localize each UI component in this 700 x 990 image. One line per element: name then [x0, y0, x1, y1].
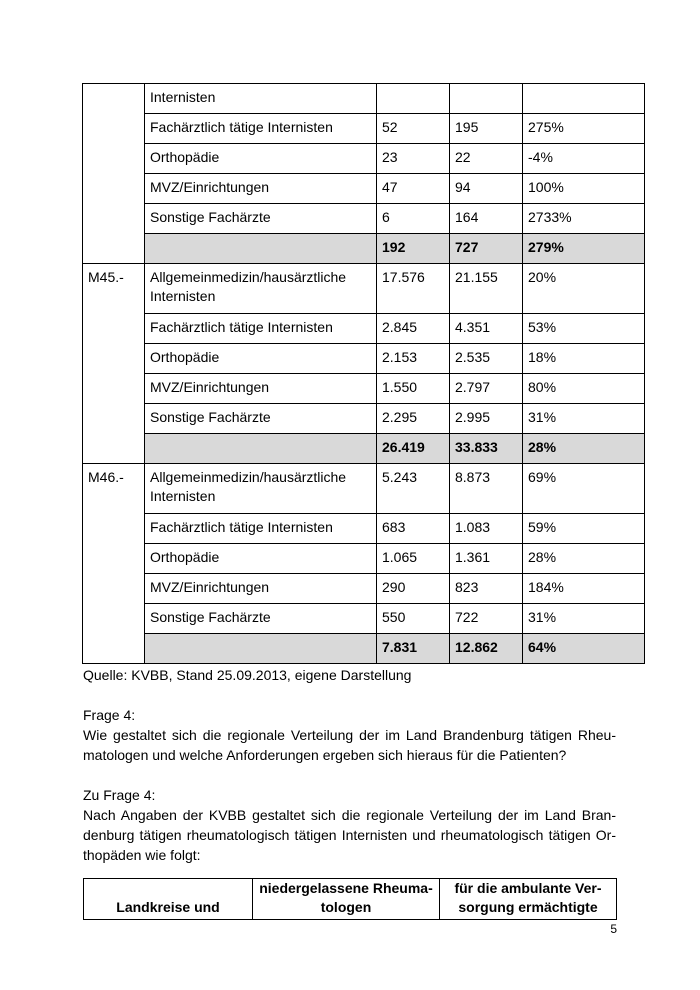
category-cell: Fachärztlich tätige Internisten [145, 314, 377, 344]
category-cell [145, 234, 377, 264]
change-percent-cell: 275% [523, 114, 645, 144]
table-row [83, 344, 645, 374]
value-2008-cell: 2.845 [377, 314, 450, 344]
value-2012-cell: 722 [450, 604, 523, 634]
table-row [83, 574, 645, 604]
question-4-label: Frage 4: [83, 707, 136, 723]
answer-4-label: Zu Frage 4: [83, 787, 156, 803]
table-row [83, 604, 645, 634]
change-percent-cell: 28% [523, 544, 645, 574]
category-cell: Internisten [145, 84, 377, 114]
change-percent-cell: 69% [523, 464, 645, 514]
change-percent-cell: 18% [523, 344, 645, 374]
value-2012-cell: 2.797 [450, 374, 523, 404]
value-2008-cell: 47 [377, 174, 450, 204]
page-number: 5 [610, 922, 617, 936]
table-row [83, 264, 645, 314]
header-niedergelassene: niedergelassene Rheuma-tologen [253, 879, 440, 920]
change-percent-cell [523, 84, 645, 114]
value-2012-cell: 1.083 [450, 514, 523, 544]
change-percent-cell: 20% [523, 264, 645, 314]
value-2008-cell: 7.831 [377, 634, 450, 664]
region-cell: M45.- [83, 264, 145, 464]
value-2008-cell: 1.065 [377, 544, 450, 574]
value-2008-cell: 6 [377, 204, 450, 234]
change-percent-cell: 80% [523, 374, 645, 404]
change-percent-cell: 279% [523, 234, 645, 264]
category-cell: Orthopädie [145, 344, 377, 374]
category-cell: MVZ/Einrichtungen [145, 374, 377, 404]
table-header-row [84, 879, 617, 920]
table-row [83, 114, 645, 144]
table-row [83, 144, 645, 174]
category-cell: Sonstige Fachärzte [145, 204, 377, 234]
category-cell: Fachärztlich tätige Internisten [145, 514, 377, 544]
table-sum-row [83, 234, 645, 264]
change-percent-cell: 31% [523, 404, 645, 434]
value-2012-cell: 12.862 [450, 634, 523, 664]
category-cell: Sonstige Fachärzte [145, 404, 377, 434]
value-2012-cell: 4.351 [450, 314, 523, 344]
category-cell: Allgemeinmedizin/hausärztliche Internisten [145, 264, 377, 314]
category-cell [145, 434, 377, 464]
value-2008-cell: 683 [377, 514, 450, 544]
value-2012-cell: 164 [450, 204, 523, 234]
change-percent-cell: 59% [523, 514, 645, 544]
value-2012-cell: 33.833 [450, 434, 523, 464]
category-cell: Fachärztlich tätige Internisten [145, 114, 377, 144]
category-cell: Orthopädie [145, 544, 377, 574]
table-sum-row [83, 634, 645, 664]
category-cell: MVZ/Einrichtungen [145, 574, 377, 604]
table-row [83, 374, 645, 404]
physician-statistics-table [82, 83, 645, 664]
region-cell: M46.- [83, 464, 145, 664]
table-row [83, 204, 645, 234]
value-2008-cell: 23 [377, 144, 450, 174]
value-2012-cell: 8.873 [450, 464, 523, 514]
value-2008-cell: 2.153 [377, 344, 450, 374]
value-2012-cell: 727 [450, 234, 523, 264]
value-2012-cell: 2.995 [450, 404, 523, 434]
header-landkreise: Landkreise und [84, 879, 253, 920]
table-row [83, 314, 645, 344]
value-2008-cell: 2.295 [377, 404, 450, 434]
value-2008-cell: 1.550 [377, 374, 450, 404]
table-sum-row [83, 434, 645, 464]
table-row [83, 84, 645, 114]
regional-distribution-table-header [83, 878, 617, 920]
table-row [83, 404, 645, 434]
value-2008-cell: 290 [377, 574, 450, 604]
change-percent-cell: 100% [523, 174, 645, 204]
change-percent-cell: 53% [523, 314, 645, 344]
answer-4-text: Nach Angaben der KVBB gestaltet sich die regionale Verteilung der im Land Bran-denburg tätigen rheumatologisch tätigen Internisten und rheumatologisch tätigen Or-thopäden wie folgt: [83, 807, 616, 863]
category-cell: MVZ/Einrichtungen [145, 174, 377, 204]
category-cell [145, 634, 377, 664]
change-percent-cell: 28% [523, 434, 645, 464]
change-percent-cell: 2733% [523, 204, 645, 234]
value-2008-cell: 17.576 [377, 264, 450, 314]
value-2012-cell: 1.361 [450, 544, 523, 574]
value-2008-cell: 5.243 [377, 464, 450, 514]
question-4-text: Wie gestaltet sich die regionale Verteilung der im Land Brandenburg tätigen Rheu-matologen und welche Anforderungen ergeben sich hieraus für die Patienten? [83, 727, 616, 763]
change-percent-cell: -4% [523, 144, 645, 174]
value-2008-cell [377, 84, 450, 114]
value-2008-cell: 550 [377, 604, 450, 634]
value-2012-cell [450, 84, 523, 114]
value-2008-cell: 192 [377, 234, 450, 264]
table-row [83, 514, 645, 544]
value-2012-cell: 22 [450, 144, 523, 174]
value-2008-cell: 52 [377, 114, 450, 144]
value-2012-cell: 94 [450, 174, 523, 204]
change-percent-cell: 31% [523, 604, 645, 634]
value-2012-cell: 195 [450, 114, 523, 144]
header-ermaechtigte: für die ambulante Ver-sorgung ermächtigte [440, 879, 617, 920]
change-percent-cell: 64% [523, 634, 645, 664]
table-row [83, 544, 645, 574]
value-2012-cell: 2.535 [450, 344, 523, 374]
category-cell: Orthopädie [145, 144, 377, 174]
region-cell [83, 84, 145, 264]
change-percent-cell: 184% [523, 574, 645, 604]
category-cell: Allgemeinmedizin/hausärztliche Internisten [145, 464, 377, 514]
table-row [83, 174, 645, 204]
value-2012-cell: 21.155 [450, 264, 523, 314]
value-2012-cell: 823 [450, 574, 523, 604]
category-cell: Sonstige Fachärzte [145, 604, 377, 634]
source-note: Quelle: KVBB, Stand 25.09.2013, eigene Darstellung [83, 667, 412, 683]
table-row [83, 464, 645, 514]
value-2008-cell: 26.419 [377, 434, 450, 464]
